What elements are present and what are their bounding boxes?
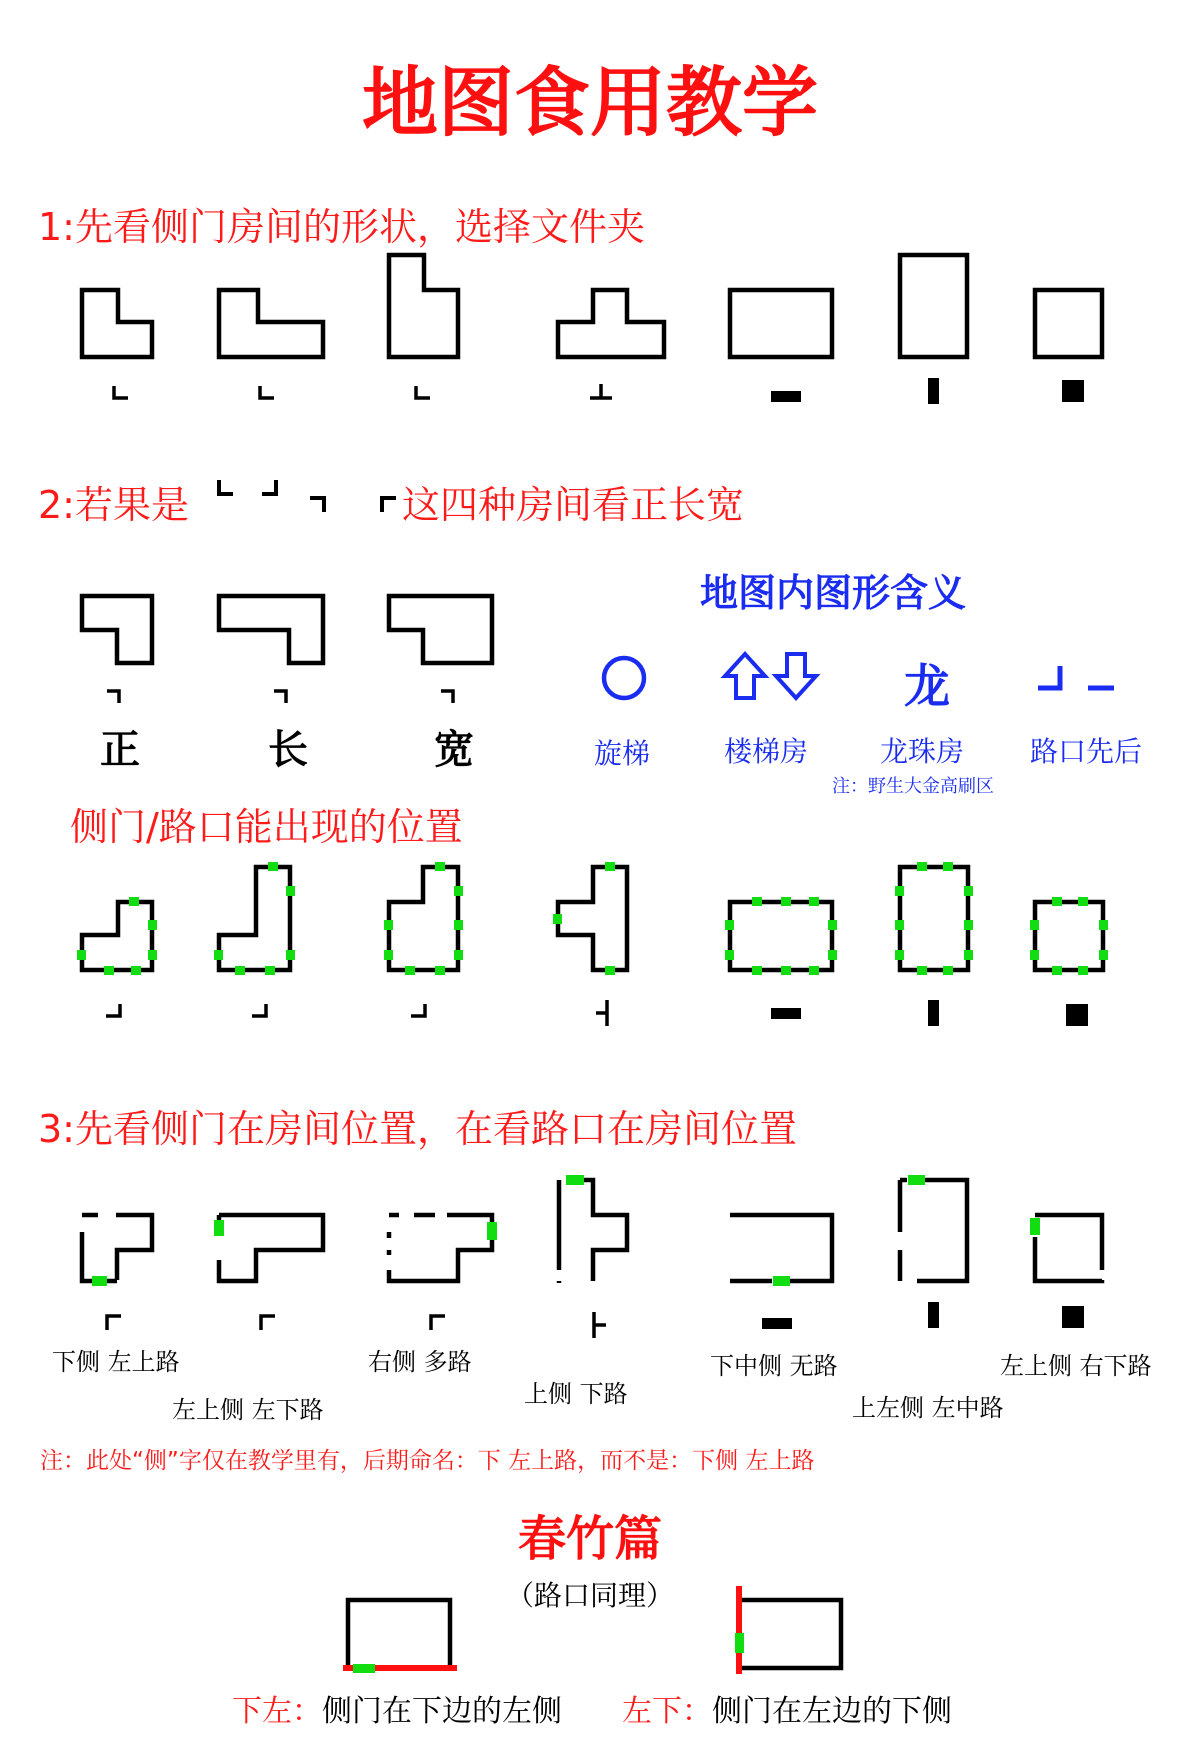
spring-subtitle: （路口同理）	[505, 1579, 674, 1612]
legend-note: 注：野生大金高刷区	[832, 776, 994, 797]
s3-room-7	[1035, 1215, 1102, 1281]
s3-room-2	[219, 1215, 323, 1281]
s3-room-4	[559, 1180, 627, 1283]
door-marker	[809, 897, 819, 906]
mark-corner-tl	[107, 1316, 121, 1330]
positions-heading: 侧门/路口能出现的位置	[70, 805, 463, 849]
door-marker	[1099, 950, 1108, 960]
legend-title: 地图内图形含义	[700, 571, 967, 615]
door-marker	[605, 966, 615, 975]
spring-label-2-black: 侧门在左边的下侧	[712, 1694, 952, 1729]
door-marker	[809, 966, 819, 975]
s2-room-chang	[219, 596, 323, 663]
mark-corner-bl	[114, 386, 128, 398]
door-marker	[781, 897, 791, 906]
s1-room-t	[558, 290, 664, 357]
pos-room-1	[82, 902, 152, 970]
mark-corner-tr	[107, 691, 119, 703]
section1-heading: 1:先看侧门房间的形状，选择文件夹	[38, 205, 645, 249]
section2-heading-suffix: 这四种房间看正长宽	[402, 483, 745, 527]
section3-note: 注：此处“侧”字仅在教学里有，后期命名：下 左上路，而不是：下侧 左上路	[40, 1448, 815, 1474]
caption-2: 左上侧 左下路	[172, 1396, 324, 1424]
door-marker	[384, 920, 393, 930]
mark-corner-tl	[382, 498, 396, 512]
door-marker	[384, 950, 393, 960]
door-marker	[435, 862, 445, 871]
pos-room-5	[730, 902, 832, 970]
door-marker	[943, 862, 953, 871]
mark-square	[1062, 1306, 1084, 1328]
mark-corner-bl	[416, 386, 430, 398]
s2-room-kuan	[389, 596, 492, 663]
door-marker	[752, 966, 762, 975]
door-marker	[265, 966, 275, 975]
door-marker	[1078, 897, 1088, 906]
spring-label-1-red: 下左：	[232, 1694, 322, 1729]
door-marker	[268, 862, 278, 871]
mark-bar-wide	[771, 391, 801, 402]
door-marker	[725, 920, 734, 930]
positions-rooms	[82, 867, 1103, 970]
mark-t-right	[594, 1312, 606, 1338]
legend-icons	[604, 654, 1114, 698]
legend-label-route-order: 路口先后	[1030, 735, 1143, 768]
door-marker	[908, 1175, 925, 1185]
door-marker	[286, 886, 295, 896]
spring-label-1-black: 侧门在下边的左侧	[322, 1694, 562, 1729]
mark-corner-tr	[310, 498, 324, 512]
s3-room-3	[389, 1215, 492, 1281]
door-marker	[895, 886, 904, 896]
s1-room-l-wide	[219, 290, 323, 357]
pos-room-3	[389, 867, 458, 970]
door-marker	[752, 897, 762, 906]
legend-label-dragon-ball-room: 龙珠房	[880, 735, 965, 768]
section3-heading: 3:先看侧门在房间位置，在看路口在房间位置	[38, 1107, 797, 1151]
down-arrow-icon	[776, 654, 816, 698]
door-marker	[405, 966, 415, 975]
label-kuan: 宽	[434, 727, 474, 773]
door-marker	[214, 1220, 224, 1236]
spring-room-1	[348, 1600, 450, 1668]
door-marker	[1030, 950, 1039, 960]
door-marker	[895, 920, 904, 930]
pos-room-7	[1035, 902, 1103, 970]
s1-room-l-small	[82, 290, 152, 357]
mark-corner-tr	[274, 691, 286, 703]
s2-room-zheng	[82, 596, 152, 663]
spring-label-2-red: 左下：	[622, 1694, 712, 1729]
door-marker	[454, 886, 463, 896]
mark-corner-tr	[441, 691, 453, 703]
spring-room-2	[739, 1600, 841, 1668]
door-marker	[553, 914, 562, 924]
door-marker	[454, 950, 463, 960]
s1-room-rect-tall	[900, 255, 967, 357]
door-marker	[566, 1175, 584, 1185]
caption-3: 右侧 多路	[368, 1348, 472, 1376]
mark-corner-br	[252, 1004, 266, 1016]
mark-corner-br	[106, 1004, 120, 1016]
route-corner-icon	[1038, 666, 1060, 688]
s1-room-l-tall	[389, 255, 458, 357]
up-arrow-icon	[725, 654, 765, 698]
section3-rooms	[82, 1175, 1102, 1286]
door-marker	[77, 950, 86, 960]
dragon-symbol: 龙	[904, 659, 950, 713]
caption-4: 上侧 下路	[524, 1380, 628, 1408]
door-marker	[214, 950, 223, 960]
legend-label-stair-room: 楼梯房	[724, 735, 809, 768]
caption-5: 下中侧 无路	[710, 1352, 838, 1380]
section2-heading-prefix: 2:若果是	[38, 483, 189, 527]
mark-corner-bl	[219, 480, 233, 494]
door-marker	[964, 886, 973, 896]
caption-7: 左上侧 右下路	[1000, 1352, 1152, 1380]
door-marker	[454, 920, 463, 930]
door-marker	[487, 1222, 497, 1240]
s2-marks	[107, 691, 453, 703]
spiral-stair-icon	[604, 658, 644, 698]
s3-room-6	[900, 1180, 967, 1281]
positions-marks	[106, 1000, 1088, 1026]
door-marker	[964, 950, 973, 960]
door-marker	[353, 1664, 375, 1673]
door-marker	[1052, 966, 1062, 975]
door-marker	[92, 1276, 107, 1286]
label-chang: 长	[268, 727, 308, 773]
door-marker	[435, 966, 445, 975]
door-marker	[917, 966, 927, 975]
door-marker	[828, 950, 837, 960]
door-marker	[148, 920, 157, 930]
door-marker	[1030, 1218, 1040, 1235]
caption-6: 上左侧 左中路	[852, 1394, 1004, 1422]
mark-square	[1066, 1004, 1088, 1026]
spring-title: 春竹篇	[517, 1511, 662, 1567]
s2-heading-marks	[219, 480, 396, 512]
mark-corner-tl	[431, 1316, 445, 1330]
s1-room-square	[1035, 290, 1102, 357]
door-marker	[286, 950, 295, 960]
mark-corner-tl	[261, 1316, 275, 1330]
pos-room-6	[900, 867, 968, 970]
mark-corner-bl	[260, 386, 274, 398]
mark-t-up	[590, 384, 612, 398]
pos-room-2	[219, 867, 290, 970]
legend-label-spiral: 旋梯	[594, 737, 651, 770]
door-marker	[129, 897, 139, 906]
door-marker	[964, 920, 973, 930]
mark-bar-wide	[762, 1318, 792, 1329]
page-title: 地图食用教学	[362, 58, 818, 147]
door-marker	[895, 950, 904, 960]
door-marker	[131, 966, 141, 975]
s1-room-shapes	[82, 255, 1102, 357]
label-zheng: 正	[100, 727, 140, 773]
mark-bar-tall	[928, 378, 939, 404]
mark-corner-br	[262, 480, 276, 494]
s3-room-1	[82, 1215, 152, 1281]
door-marker	[605, 862, 615, 871]
section3-marks	[107, 1302, 1084, 1338]
door-marker	[1078, 966, 1088, 975]
door-marker	[1030, 920, 1039, 930]
mark-corner-br	[411, 1004, 425, 1016]
mark-t-left	[596, 1000, 607, 1026]
mark-bar-tall	[928, 1302, 939, 1328]
mark-bar-wide	[771, 1008, 801, 1019]
pos-room-4	[558, 867, 627, 970]
door-marker	[917, 862, 927, 871]
door-marker	[1099, 920, 1108, 930]
door-marker	[773, 1276, 790, 1286]
mark-bar-tall	[928, 1000, 939, 1026]
s1-room-rect-wide	[730, 290, 832, 357]
s2-room-shapes	[82, 596, 492, 663]
door-marker	[828, 920, 837, 930]
door-marker	[735, 1633, 744, 1653]
mark-square	[1062, 380, 1084, 402]
door-marker	[781, 966, 791, 975]
spring-diagrams	[343, 1586, 841, 1674]
caption-1: 下侧 左上路	[52, 1348, 180, 1376]
s1-folder-marks	[114, 378, 1084, 404]
door-marker	[235, 966, 245, 975]
door-marker	[943, 966, 953, 975]
s3-room-5	[730, 1215, 832, 1281]
door-marker	[725, 950, 734, 960]
door-marker	[1052, 897, 1062, 906]
door-marker	[104, 966, 114, 975]
door-marker	[148, 950, 157, 960]
